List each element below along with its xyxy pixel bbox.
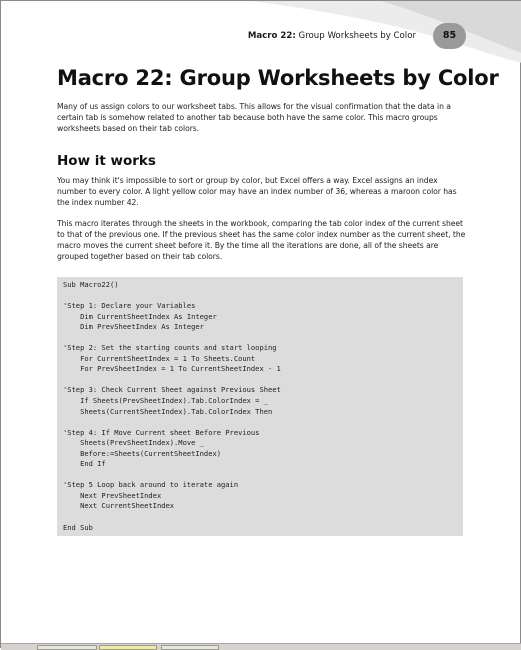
- page-number-badge: 85: [433, 23, 466, 49]
- running-header-title: Group Worksheets by Color: [295, 31, 416, 41]
- running-header-label: Macro 22:: [247, 31, 296, 41]
- intro-paragraph: Many of us assign colors to our worksheet tabs. This allows for the visual confirmation that the data in a certain tab is somehow related to another tab because both have the same color. This macro groups worksheets based on their tab colors.: [57, 102, 451, 133]
- running-header: [248, 31, 416, 41]
- section-heading: How it works: [57, 153, 156, 169]
- code-text: Sub Macro22() 'Step 1: Declare your Variables Dim CurrentSheetIndex As Integer Dim PrevSheetIndex As Integer 'Step 2: Set the starting counts and start looping For CurrentSheetIndex = 1 To Sheets.Count For PrevSheetIndex = 1 To CurrentSheetIndex - 1 'Step 3: Check Current Sheet against Previous Sheet If Sheets(PrevSheetIndex).Tab.ColorIndex = _ Sheets(CurrentSheetIndex).Tab.ColorIndex Then 'Step 4: If Move Current sheet Before Previous Sheets(PrevSheetIndex).Move _ Before:=Sheets(CurrentSheetIndex) End If 'Step 5 Loop back around to iterate again Next PrevSheetIndex Next CurrentSheetIndex End Sub: [63, 280, 281, 532]
- body-paragraph-1: You may think it's impossible to sort or group by color, but Excel offers a way. Excel assigns an index number to every color. A light yellow color may have an index number of 36, whereas a maroon color has the index number 42.: [57, 176, 457, 207]
- code-listing: [57, 277, 463, 536]
- chapter-title: Macro 22: Group Worksheets by Color: [57, 66, 499, 90]
- taskbar: [1, 643, 521, 650]
- body-paragraph-2: This macro iterates through the sheets in the workbook, comparing the tab color index of the current sheet to that of the previous one. If the previous sheet has the same color index number as the current sheet, the macro moves the current sheet before it. By the time all the iterations are done, all of the sheets are grouped together based on their tab colors.: [57, 219, 466, 261]
